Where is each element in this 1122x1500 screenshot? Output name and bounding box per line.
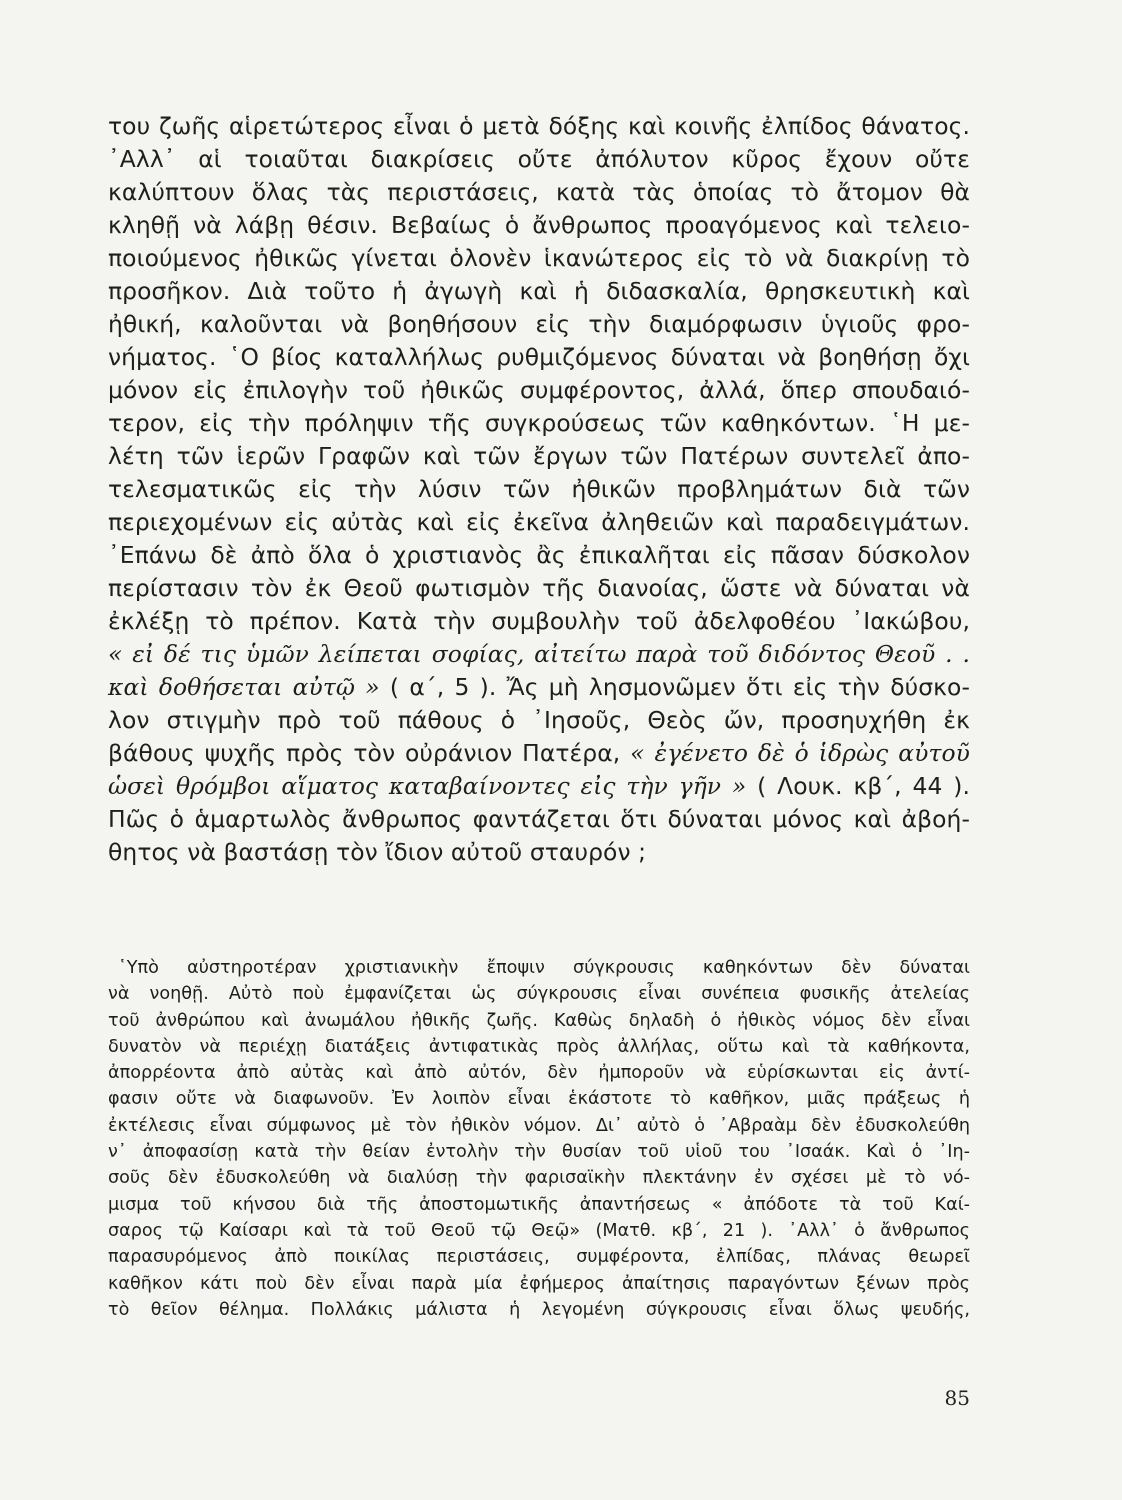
line-text: προσῆκον. Διὰ τοῦτο ἡ ἀγωγὴ καὶ ἡ διδασκαλία, θρησκευτικὴ καὶ [108,277,970,305]
main-text-line [108,539,970,572]
line-text: τερον, εἰς τὴν πρόληψιν τῆς συγκρούσεως τῶν καθηκόντων. ῾Η με- [108,409,970,437]
line-text: νήματος. ῾Ο βίος καταλλήλως ρυθμιζόμενος δύναται νὰ βοηθήσῃ ὄχι [108,343,970,371]
main-text-block [108,110,970,869]
scripture-quote: « εἰ δέ τις ὑμῶν λείπεται σοφίας, αἰτείτω παρὰ τοῦ διδόντος Θεοῦ . . [108,640,970,668]
footnote-line: τοῦ ἀνθρώπου καὶ ἀνωμάλου ἠθικῆς ζωῆς. Καθὼς δηλαδὴ ὁ ἠθικὸς νόμος δὲν εἶναι [108,1010,970,1031]
main-text-line [108,605,970,638]
line-text: ᾿Επάνω δὲ ἀπὸ ὅλα ὁ χριστιανὸς ἂς ἐπικαλῆται εἰς πᾶσαν δύσκολον [108,541,970,569]
main-text-line [108,737,970,770]
main-text-line [108,704,970,737]
scripture-quote: καὶ δοθήσεται αὐτῷ » [108,673,380,701]
line-text: κληθῇ νὰ λάβῃ θέσιν. Βεβαίως ὁ ἄνθρωπος προαγόμενος καὶ τελειο- [108,211,970,239]
main-text-line [108,374,970,407]
line-text: ἐκλέξῃ τὸ πρέπον. Κατὰ τὴν συμβουλὴν τοῦ ἀδελφοθέου ᾿Ιακώβου, [108,607,970,635]
footnote-line: ἐκτέλεσις εἶναι σύμφωνος μὲ τὸν ἠθικὸν νόμον. Δι᾿ αὐτὸ ὁ ᾿Αβραὰμ δὲν ἐδυσκολεύθη [108,1115,970,1136]
line-text: μόνον εἰς ἐπιλογὴν τοῦ ἠθικῶς συμφέροντος, ἀλλά, ὅπερ σπουδαιό- [108,376,970,404]
main-text-line [108,341,970,374]
line-text: λον στιγμὴν πρὸ τοῦ πάθους ὁ ᾿Ιησοῦς, Θεὸς ὤν, προσηυχήθη ἐκ [108,706,970,734]
scripture-quote: ὡσεὶ θρόμβοι αἵματος καταβαίνοντες εἰς τὴν γῆν » [108,772,747,800]
line-text: τελεσματικῶς εἰς τὴν λύσιν τῶν ἠθικῶν προβλημάτων διὰ τῶν [108,475,970,503]
line-text: καλύπτουν ὅλας τὰς περιστάσεις, κατὰ τὰς ὁποίας τὸ ἄτομον θὰ [108,178,970,206]
footnote-line: σαρος τῷ Καίσαρι καὶ τὰ τοῦ Θεοῦ τῷ Θεῷ» (Ματθ. κβ΄, 21 ). ᾿Αλλ᾿ ὁ ἄνθρωπος [108,1220,970,1241]
line-text: του ζωῆς αἱρετώτερος εἶναι ὁ μετὰ δόξης καὶ κοινῆς ἐλπίδος θάνατος. [108,112,970,140]
footnote-line: δυνατὸν νὰ περιέχῃ διατάξεις ἀντιφατικὰς πρὸς ἀλλήλας, οὕτω καὶ τὰ καθήκοντα, [108,1036,970,1057]
footnote-line: παρασυρόμενος ἀπὸ ποικίλας περιστάσεις, συμφέροντα, ἐλπίδας, πλάνας θεωρεῖ [108,1247,970,1268]
footnote-line: τὸ θεῖον θέλημα. Πολλάκις μάλιστα ἡ λεγομένη σύγκρουσις εἶναι ὅλως ψευδής, [108,1299,970,1320]
footnote-line: ἀπορρέοντα ἀπὸ αὐτὰς καὶ ἀπὸ αὐτόν, δὲν ἠμποροῦν νὰ εὑρίσκωνται εἰς ἀντί- [108,1063,970,1084]
line-text: ἠθική, καλοῦνται νὰ βοηθήσουν εἰς τὴν διαμόρφωσιν ὑγιοῦς φρο- [108,310,970,338]
scripture-quote: « ἐγένετο δὲ ὁ ἱδρὼς αὐτοῦ [630,739,970,767]
main-text-line [108,242,970,275]
footnote-line: ν᾿ ἀποφασίσῃ κατὰ τὴν θείαν ἐντολὴν τὴν θυσίαν τοῦ υἱοῦ του ᾿Ισαάκ. Καὶ ὁ ᾿Ιη- [108,1142,970,1163]
footnote-line: καθῆκον κάτι ποὺ δὲν εἶναι παρὰ μία ἐφήμερος ἀπαίτησις παραγόντων ξένων πρὸς [108,1273,970,1294]
line-text: περίστασιν τὸν ἐκ Θεοῦ φωτισμὸν τῆς διανοίας, ὥστε νὰ δύναται νὰ [108,574,970,602]
footnote-line: νὰ νοηθῇ. Αὐτὸ ποὺ ἐμφανίζεται ὡς σύγκρουσις εἶναι συνέπεια φυσικῆς ἀτελείας [108,984,970,1005]
line-text: θητος νὰ βαστάσῃ τὸν ἴδιον αὐτοῦ σταυρόν ; [108,838,647,866]
main-text-line [108,803,970,836]
main-text-line [108,407,970,440]
main-text-line [108,638,970,671]
page-number: 85 [944,1386,970,1410]
line-text: Πῶς ὁ ἁμαρτωλὸς ἄνθρωπος φαντάζεται ὅτι δύναται μόνος καὶ ἀβοή- [108,805,970,833]
line-text: ποιούμενος ἠθικῶς γίνεται ὁλονὲν ἱκανώτερος εἰς τὸ νὰ διακρίνῃ τὸ [108,244,970,272]
main-text-line [108,572,970,605]
main-text-line [108,836,970,869]
line-text: βάθους ψυχῆς πρὸς τὸν οὐράνιον Πατέρα, [108,739,631,767]
main-text-line [108,308,970,341]
main-text-line [108,176,970,209]
footnote-block [108,955,970,1323]
main-text-line [108,440,970,473]
main-text-line [108,209,970,242]
main-text-line [108,110,970,143]
footnote-line: σοῦς δὲν ἐδυσκολεύθη νὰ διαλύσῃ τὴν φαρισαϊκὴν πλεκτάνην ἐν σχέσει μὲ τὸ νό- [108,1168,970,1189]
line-text: περιεχομένων εἰς αὐτὰς καὶ εἰς ἐκεῖνα ἀληθειῶν καὶ παραδειγμάτων. [108,508,970,536]
footnote-line: φασιν οὔτε νὰ διαφωνοῦν. Ἐν λοιπὸν εἶναι ἑκάστοτε τὸ καθῆκον, μιᾶς πράξεως ἡ [108,1089,970,1110]
main-text-line [108,473,970,506]
main-text-line [108,506,970,539]
line-text: λέτη τῶν ἱερῶν Γραφῶν καὶ τῶν ἔργων τῶν Πατέρων συντελεῖ ἀπο- [108,442,970,470]
line-text: ᾿Αλλ᾿ αἱ τοιαῦται διακρίσεις οὔτε ἀπόλυτον κῦρος ἔχουν οὔτε [108,145,970,173]
footnote-line: ῾Υπὸ αὐστηροτέραν χριστιανικὴν ἔποψιν σύγκρουσις καθηκόντων δὲν δύναται [118,958,970,978]
line-text: ( Λουκ. κβ΄, 44 ). [746,772,971,800]
line-text: ( α΄, 5 ). Ἄς μὴ λησμονῶμεν ὅτι εἰς τὴν δύσκο- [379,673,970,701]
main-text-line [108,770,970,803]
main-text-line [108,143,970,176]
main-text-line [108,671,970,704]
main-text-line [108,275,970,308]
footnote-line: μισμα τοῦ κήνσου διὰ τῆς ἀποστομωτικῆς ἀπαντήσεως « ἀπόδοτε τὰ τοῦ Καί- [108,1194,970,1215]
